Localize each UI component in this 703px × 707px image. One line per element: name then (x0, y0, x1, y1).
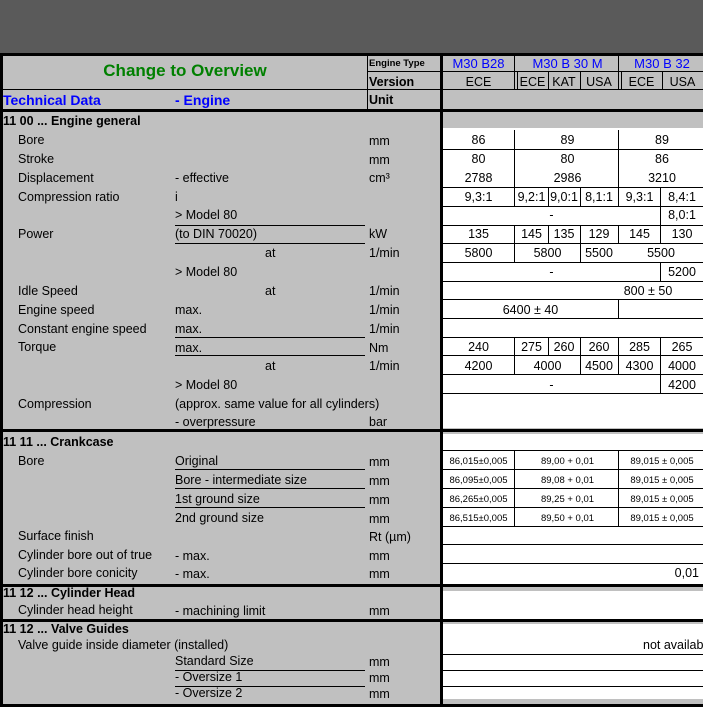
crank-row-desc: Bore - intermediate size (175, 473, 308, 487)
value-cell: 86,265±0,005 (449, 494, 508, 505)
row-desc: - Oversize 2 (175, 686, 243, 700)
row-label-bore-conicity: Cylinder bore conicity (18, 566, 138, 580)
value-cell: 2986 (553, 171, 582, 185)
value-cell: 260 (553, 340, 575, 354)
value-cell: 129 (588, 227, 610, 241)
value-cell: 800 ± 50 (623, 284, 673, 298)
value-cell: 285 (629, 340, 650, 354)
section-valve-guides: 11 12 ... Valve Guides (3, 622, 129, 636)
row-desc: - Oversize 1 (175, 670, 243, 684)
unit-cell: 1/min (369, 322, 400, 336)
value-cell: 4200 (464, 359, 493, 373)
version-cell: ECE (465, 75, 492, 89)
value-cell: 5800 (533, 246, 562, 260)
value-cell: 6400 ± 40 (502, 303, 559, 317)
unit-cell: mm (369, 567, 390, 581)
value-cell: 265 (671, 340, 693, 354)
unit-cell: 1/min (369, 359, 400, 373)
row-label-bore: Bore (18, 133, 45, 147)
value-cell: 5500 (647, 246, 675, 260)
unit-cell: 1/min (369, 284, 400, 298)
value-cell: 86,515±0,005 (449, 513, 508, 524)
value-cell: 4200 (668, 378, 696, 392)
row-desc: > Model 80 (175, 265, 238, 279)
valve-guides-values-area (442, 624, 703, 699)
version-cell: USA (586, 75, 612, 89)
row-desc: Standard Size (175, 654, 254, 668)
unit-cell: Nm (369, 341, 389, 355)
row-desc: max. (175, 341, 203, 355)
value-cell: 4000 (668, 359, 696, 373)
value-cell: 0,01 (674, 566, 699, 580)
value-cell: 5200 (668, 265, 696, 279)
value-cell: 89,015 ± 0,005 (630, 513, 694, 524)
value-cell: 135 (468, 227, 489, 241)
unit-cell: mm (369, 604, 390, 618)
version-cell: USA (669, 75, 696, 89)
row-desc: at (265, 359, 276, 373)
unit-cell: mm (369, 549, 390, 563)
technical-data-title: Technical Data (3, 92, 101, 108)
spreadsheet (0, 53, 703, 707)
row-label-engine-speed: Engine speed (18, 303, 95, 317)
crank-row-desc: 2nd ground size (175, 511, 264, 525)
value-cell: 3210 (648, 171, 676, 185)
unit-cell: Rt (µm) (369, 530, 411, 544)
crank-row-desc: Original (175, 454, 219, 468)
value-cell: 8,1:1 (585, 190, 613, 204)
engine-header-m30b32[interactable]: M30 B 32 (634, 56, 690, 71)
row-desc: - max. (175, 549, 210, 563)
unit-cell: cm³ (369, 171, 390, 185)
row-label-crank-bore: Bore (18, 454, 45, 468)
row-desc: > Model 80 (175, 378, 238, 392)
unit-cell: mm (369, 671, 390, 685)
row-label-surface-finish: Surface finish (18, 529, 94, 543)
value-cell: 145 (521, 227, 542, 241)
row-desc: at (265, 284, 276, 298)
value-cell: 4500 (585, 359, 613, 373)
value-cell: 4300 (625, 359, 654, 373)
unit-cell: mm (369, 687, 390, 701)
value-cell: 86 (471, 133, 486, 147)
engine-type-label: Engine Type (369, 58, 425, 69)
value-cell: 89 (655, 133, 669, 147)
unit-cell: 1/min (369, 246, 400, 260)
technical-data-section: - Engine (175, 92, 231, 108)
value-cell: 8,4:1 (668, 190, 696, 204)
value-cell: 89,08 + 0,01 (540, 475, 595, 486)
version-cell: ECE (519, 75, 546, 89)
row-label-constant-speed: Constant engine speed (18, 322, 147, 336)
value-cell: 145 (629, 227, 650, 241)
value-cell: - (549, 208, 554, 222)
value-cell: not availab (643, 638, 703, 652)
value-cell: 9,3:1 (625, 190, 654, 204)
unit-cell: kW (369, 227, 388, 241)
value-cell: - (549, 265, 554, 279)
value-cell: 86 (655, 152, 669, 166)
unit-cell: mm (369, 153, 390, 167)
unit-label: Unit (369, 93, 394, 107)
unit-cell: mm (369, 134, 390, 148)
version-cell: ECE (628, 75, 655, 89)
value-cell: 2788 (464, 171, 493, 185)
value-cell: 89,50 + 0,01 (540, 513, 595, 524)
value-cell: 275 (521, 340, 542, 354)
section-engine-general: 11 00 ... Engine general (3, 114, 141, 128)
value-cell: 240 (468, 340, 489, 354)
value-cell: 86,095±0,005 (449, 475, 508, 486)
row-desc: - overpressure (175, 415, 256, 429)
unit-cell: 1/min (369, 303, 400, 317)
row-desc: (to DIN 70020) (175, 227, 257, 241)
row-desc: max. (175, 303, 203, 317)
unit-cell: mm (369, 655, 390, 669)
row-desc: - max. (175, 567, 210, 581)
version-cell: KAT (552, 75, 576, 89)
value-cell: 80 (560, 152, 575, 166)
row-label-power: Power (18, 227, 54, 241)
value-cell: 8,0:1 (668, 208, 696, 222)
row-label-torque: Torque (18, 340, 57, 354)
unit-cell: mm (369, 512, 390, 526)
value-cell: 260 (588, 340, 610, 354)
version-label: Version (369, 75, 415, 89)
crank-row-desc: 1st ground size (175, 492, 260, 506)
section-crankcase: 11 11 ... Crankcase (3, 435, 114, 449)
value-cell: 89,25 + 0,01 (540, 494, 595, 505)
section-cylinder-head: 11 12 ... Cylinder Head (3, 586, 136, 600)
row-desc: - machining limit (175, 604, 266, 618)
row-label-compression-ratio: Compression ratio (18, 190, 120, 204)
value-cell: 89,015 ± 0,005 (630, 456, 694, 467)
value-cell: 130 (671, 227, 693, 241)
row-desc: max. (175, 322, 203, 336)
value-cell: 89,00 + 0,01 (540, 456, 595, 467)
cylinder-head-values-area (442, 591, 703, 619)
value-cell: 9,0:1 (550, 190, 578, 204)
change-to-overview-link[interactable]: Change to Overview (103, 61, 267, 80)
row-label-idle-speed: Idle Speed (18, 284, 78, 298)
value-cell: 9,3:1 (464, 190, 493, 204)
value-cell: 4000 (533, 359, 562, 373)
unit-cell: bar (369, 415, 388, 429)
value-cell: 86,015±0,005 (449, 456, 508, 467)
engine-header-m30b30m[interactable]: M30 B 30 M (532, 56, 603, 71)
value-cell: 89 (560, 133, 575, 147)
row-desc: (approx. same value for all cylinders) (175, 397, 380, 411)
value-cell: 80 (471, 152, 486, 166)
value-cell: 5500 (585, 246, 613, 260)
row-label-head-height: Cylinder head height (18, 603, 133, 617)
unit-cell: mm (369, 474, 390, 488)
row-label-stroke: Stroke (18, 152, 55, 166)
value-cell: 89,015 ± 0,005 (630, 475, 694, 486)
value-cell: - (549, 378, 554, 392)
value-cell: 9,2:1 (517, 190, 546, 204)
row-label-bore-out-of-true: Cylinder bore out of true (18, 548, 153, 562)
row-desc: - effective (175, 171, 229, 185)
row-label-compression: Compression (18, 397, 92, 411)
engine-header-m30b28[interactable]: M30 B28 (452, 56, 505, 71)
value-cell: 135 (553, 227, 575, 241)
row-label-valve-inside: Valve guide inside diameter (installed) (18, 638, 229, 652)
row-desc: i (175, 190, 178, 204)
row-desc: > Model 80 (175, 208, 238, 222)
unit-cell: mm (369, 455, 390, 469)
unit-cell: mm (369, 493, 390, 507)
value-cell: 89,015 ± 0,005 (630, 494, 694, 505)
row-desc: at (265, 246, 276, 260)
row-label-displacement: Displacement (18, 171, 94, 185)
value-cell: 5800 (464, 246, 493, 260)
